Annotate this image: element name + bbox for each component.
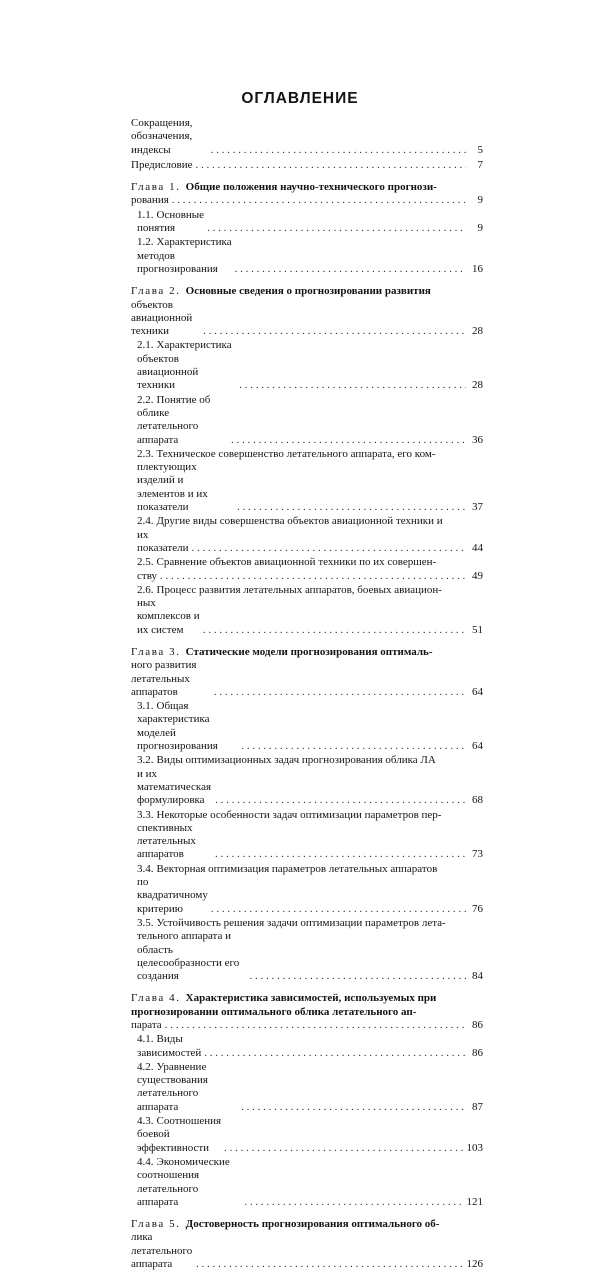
page-number: 76 — [472, 902, 483, 915]
chapter-title: ного развития летательных аппаратов — [131, 659, 197, 698]
entry-text — [131, 1019, 162, 1032]
entry-text — [131, 299, 200, 339]
chapter-title: Характеристика зависимостей, используемых при — [185, 992, 437, 1005]
dot-leader — [231, 434, 466, 447]
section-title: Другие виды совершенства объектов авиационной техники и — [156, 515, 443, 528]
entry-text — [131, 659, 211, 699]
page-number: 68 — [472, 794, 483, 807]
section-number: 4.2. — [137, 1060, 154, 1073]
section-entry — [137, 515, 483, 555]
section-title: Понятие об облике летательного аппарата — [137, 393, 211, 446]
page-number: 87 — [472, 1100, 483, 1113]
chapter-title: Статические модели прогнозирования оптималь- — [185, 645, 433, 658]
toc-entry-line — [137, 236, 483, 276]
section-entry — [137, 556, 483, 583]
section-number: 2.1. — [137, 339, 154, 352]
entry-text — [137, 700, 238, 753]
entry-text — [137, 209, 204, 236]
dot-leader — [237, 501, 466, 514]
dot-leader — [239, 379, 466, 392]
toc-entry-line — [131, 659, 483, 699]
toc-entry-line — [137, 461, 483, 514]
section-title-line — [137, 917, 483, 930]
page-number: 28 — [472, 325, 483, 338]
section-title-line — [137, 754, 483, 767]
page-number: 51 — [472, 623, 483, 636]
section-title: Некоторые особенности задач оптимизации параметров пер- — [156, 808, 442, 821]
entry-text — [137, 339, 236, 392]
page-number: 28 — [471, 379, 483, 392]
front-matter-entry — [131, 117, 483, 157]
dot-leader — [211, 144, 466, 157]
section-title: ных комплексов и их систем — [137, 597, 200, 636]
page-number: 49 — [472, 569, 483, 582]
page-number: 73 — [472, 848, 483, 861]
entry-text — [137, 768, 212, 808]
section-title: Сравнение объектов авиационной техники по их совершен- — [156, 556, 437, 569]
toc-entry-line — [137, 1033, 483, 1060]
section-number: 3.2. — [137, 754, 154, 767]
section-title: ству — [137, 569, 158, 582]
section-number: 2.6. — [137, 583, 154, 596]
chapter-title: лика летательного аппарата — [131, 1231, 193, 1271]
page-number: 64 — [472, 685, 483, 698]
section-title-line — [137, 584, 483, 597]
entry-text — [137, 1061, 238, 1114]
section-title: Соотношения боевой эффективности — [137, 1115, 222, 1154]
chapter-title: Достоверность прогнозирования оптимального об- — [185, 1218, 440, 1231]
page-number: 84 — [472, 970, 483, 983]
section-title: Техническое совершенство летательного аппарата, его ком- — [156, 447, 436, 460]
section-entry — [137, 700, 483, 753]
section-number: 1.2. — [137, 236, 154, 249]
dot-leader — [196, 159, 467, 172]
section-entry — [137, 754, 483, 807]
section-entry — [137, 1061, 483, 1114]
section-title: спективных летательных аппаратов — [137, 821, 196, 861]
section-title-line — [137, 515, 483, 528]
toc-entry-line — [137, 597, 483, 637]
entry-text — [137, 570, 157, 583]
entry-text — [131, 194, 169, 207]
section-entry — [137, 917, 483, 983]
section-number: 1.1. — [137, 208, 154, 221]
dot-leader — [235, 263, 466, 276]
entry-text — [131, 1231, 193, 1271]
entry-text — [137, 822, 212, 862]
section-title: Общая характеристика моделей прогнозирования — [137, 700, 218, 753]
section-entry — [137, 863, 483, 916]
page-number: 44 — [472, 541, 483, 554]
section-title: их показатели — [137, 528, 189, 554]
toc-entry-line — [131, 1231, 483, 1271]
section-number: 3.1. — [137, 700, 154, 713]
toc-entry-line — [137, 570, 483, 583]
chapter-label: Глава 3. — [131, 645, 181, 658]
section-title-line — [137, 809, 483, 822]
section-entry — [137, 394, 483, 447]
section-entry — [137, 236, 483, 276]
dot-leader — [215, 848, 466, 861]
chapter-entry — [131, 181, 483, 276]
page-number: 86 — [472, 1046, 483, 1059]
section-entry — [137, 584, 483, 637]
section-title: Устойчивость решения задачи оптимизации параметров лета- — [156, 916, 446, 929]
dot-leader — [214, 686, 466, 699]
dot-leader — [172, 194, 466, 207]
chapter-heading-line — [131, 992, 483, 1005]
chapter-title: объектов авиационной техники — [131, 298, 193, 338]
dot-leader — [207, 222, 466, 235]
section-title: Виды оптимизационных задач прогнозирования облика ЛА — [156, 754, 436, 767]
section-number: 2.5. — [137, 556, 154, 569]
section-entry — [137, 809, 483, 862]
section-title: Характеристика методов прогнозирования — [137, 236, 232, 275]
dot-leader — [191, 542, 466, 555]
toc-entry-line — [137, 930, 483, 983]
toc-entry-line — [131, 299, 483, 339]
front-matter-title: Сокращения, обозначения, индексы — [131, 117, 193, 156]
page-number: 5 — [477, 143, 483, 156]
page-title: ОГЛАВЛЕНИЕ — [241, 90, 359, 107]
section-number: 4.3. — [137, 1115, 154, 1128]
toc-entry-line — [137, 1156, 483, 1209]
toc-entry-line — [137, 339, 483, 392]
toc-entry-line — [137, 876, 483, 916]
section-title: Виды зависимостей — [137, 1033, 202, 1059]
section-title: по квадратичному критерию — [137, 876, 208, 915]
dot-leader — [224, 1142, 463, 1155]
chapter-heading-line — [131, 285, 483, 298]
page-number: 86 — [472, 1019, 483, 1031]
section-number: 2.2. — [137, 393, 154, 406]
section-number: 4.1. — [137, 1033, 154, 1046]
chapter-label: Глава 5. — [131, 1218, 181, 1231]
section-entry — [137, 1033, 483, 1060]
dot-leader — [211, 903, 466, 916]
chapter-label: Глава 4. — [131, 992, 181, 1005]
dot-leader — [204, 1047, 466, 1060]
entry-text — [137, 930, 246, 983]
section-title: Уравнение существования летательного аппарата — [137, 1060, 208, 1113]
section-number: 2.3. — [137, 447, 154, 460]
chapter-entry — [131, 285, 483, 637]
toc-entry-line — [137, 700, 483, 753]
entry-text — [137, 394, 228, 447]
page-number: 37 — [472, 501, 483, 514]
dot-leader — [241, 1101, 466, 1114]
chapter-heading-line — [131, 1006, 483, 1019]
page-number: 103 — [466, 1141, 483, 1154]
dot-leader — [215, 794, 466, 807]
page-number: 9 — [477, 222, 483, 235]
section-title: Характеристика объектов авиационной техники — [137, 339, 232, 392]
toc-entry-line — [137, 209, 483, 236]
section-entry — [137, 209, 483, 236]
chapter-heading-line — [131, 1218, 483, 1231]
section-entry — [137, 339, 483, 392]
chapter-title: прогнозировании оптимального облика летательного ап- — [131, 1005, 417, 1018]
page-number: 126 — [466, 1258, 483, 1271]
section-title: Основные понятия — [137, 208, 205, 235]
section-number: 3.5. — [137, 916, 154, 929]
section-title: плектующих изделий и элементов и их показатели — [137, 461, 208, 514]
page-number: 7 — [477, 158, 483, 171]
section-title: и их математическая формулировка — [137, 767, 212, 807]
entry-text — [137, 461, 234, 514]
chapter-label: Глава 1. — [131, 181, 181, 194]
chapter-heading-line — [131, 181, 483, 194]
section-entry — [137, 1156, 483, 1209]
section-entry — [137, 448, 483, 514]
entry-text — [137, 1115, 221, 1155]
chapter-entry — [131, 992, 483, 1209]
entry-text — [137, 597, 200, 637]
entry-text — [131, 117, 208, 157]
dot-leader — [203, 624, 466, 637]
section-title-line — [137, 556, 483, 569]
entry-text — [137, 529, 188, 556]
dot-leader — [203, 325, 466, 338]
page-number: 16 — [472, 262, 483, 275]
toc-entry-line — [137, 529, 483, 556]
table-of-contents — [131, 117, 483, 1272]
section-title: тельного аппарата и область целесообразности его создания — [137, 930, 240, 983]
toc-entry-line — [131, 194, 483, 207]
toc-entry-line — [131, 1019, 483, 1032]
dot-leader — [160, 570, 466, 583]
section-title: Процесс развития летательных аппаратов, боевых авиацион- — [156, 583, 442, 596]
toc-entry-line — [137, 768, 483, 808]
dot-leader — [249, 970, 466, 983]
dot-leader — [244, 1196, 463, 1209]
dot-leader — [241, 740, 466, 753]
section-number: 2.4. — [137, 515, 154, 528]
section-number: 3.3. — [137, 808, 154, 821]
entry-text — [131, 159, 193, 172]
front-matter-entry — [131, 159, 483, 172]
chapter-label: Глава 2. — [131, 285, 181, 298]
chapter-heading-line — [131, 646, 483, 659]
chapter-entry — [131, 1218, 483, 1271]
entry-text — [137, 1156, 241, 1209]
dot-leader — [165, 1019, 466, 1032]
section-title-line — [137, 448, 483, 461]
entry-text — [137, 876, 208, 916]
toc-entry-line — [137, 1061, 483, 1114]
toc-entry-line — [137, 1115, 483, 1155]
page-number: 121 — [466, 1195, 483, 1208]
chapter-title: Основные сведения о прогнозировании развития — [185, 285, 431, 298]
section-title-line — [137, 863, 483, 876]
page-number: 64 — [472, 740, 483, 753]
toc-entry-line — [137, 394, 483, 447]
toc-entry-line — [137, 822, 483, 862]
front-matter-title: Предисловие — [131, 158, 193, 171]
section-number: 4.4. — [137, 1155, 154, 1168]
section-number: 3.4. — [137, 862, 154, 875]
chapter-entry — [131, 646, 483, 983]
chapter-title: Общие положения научно-технического прогнози- — [185, 181, 437, 194]
section-entry — [137, 1115, 483, 1155]
dot-leader — [196, 1258, 463, 1271]
chapter-title: рования — [131, 194, 169, 207]
chapter-title: парата — [131, 1019, 162, 1031]
section-title: Экономические соотношения летательного аппарата — [137, 1155, 230, 1208]
page-number: 36 — [472, 433, 483, 446]
entry-text — [137, 236, 232, 276]
page-number: 9 — [477, 194, 483, 207]
section-title: Векторная оптимизация параметров летательных аппаратов — [156, 862, 438, 875]
entry-text — [137, 1033, 201, 1060]
